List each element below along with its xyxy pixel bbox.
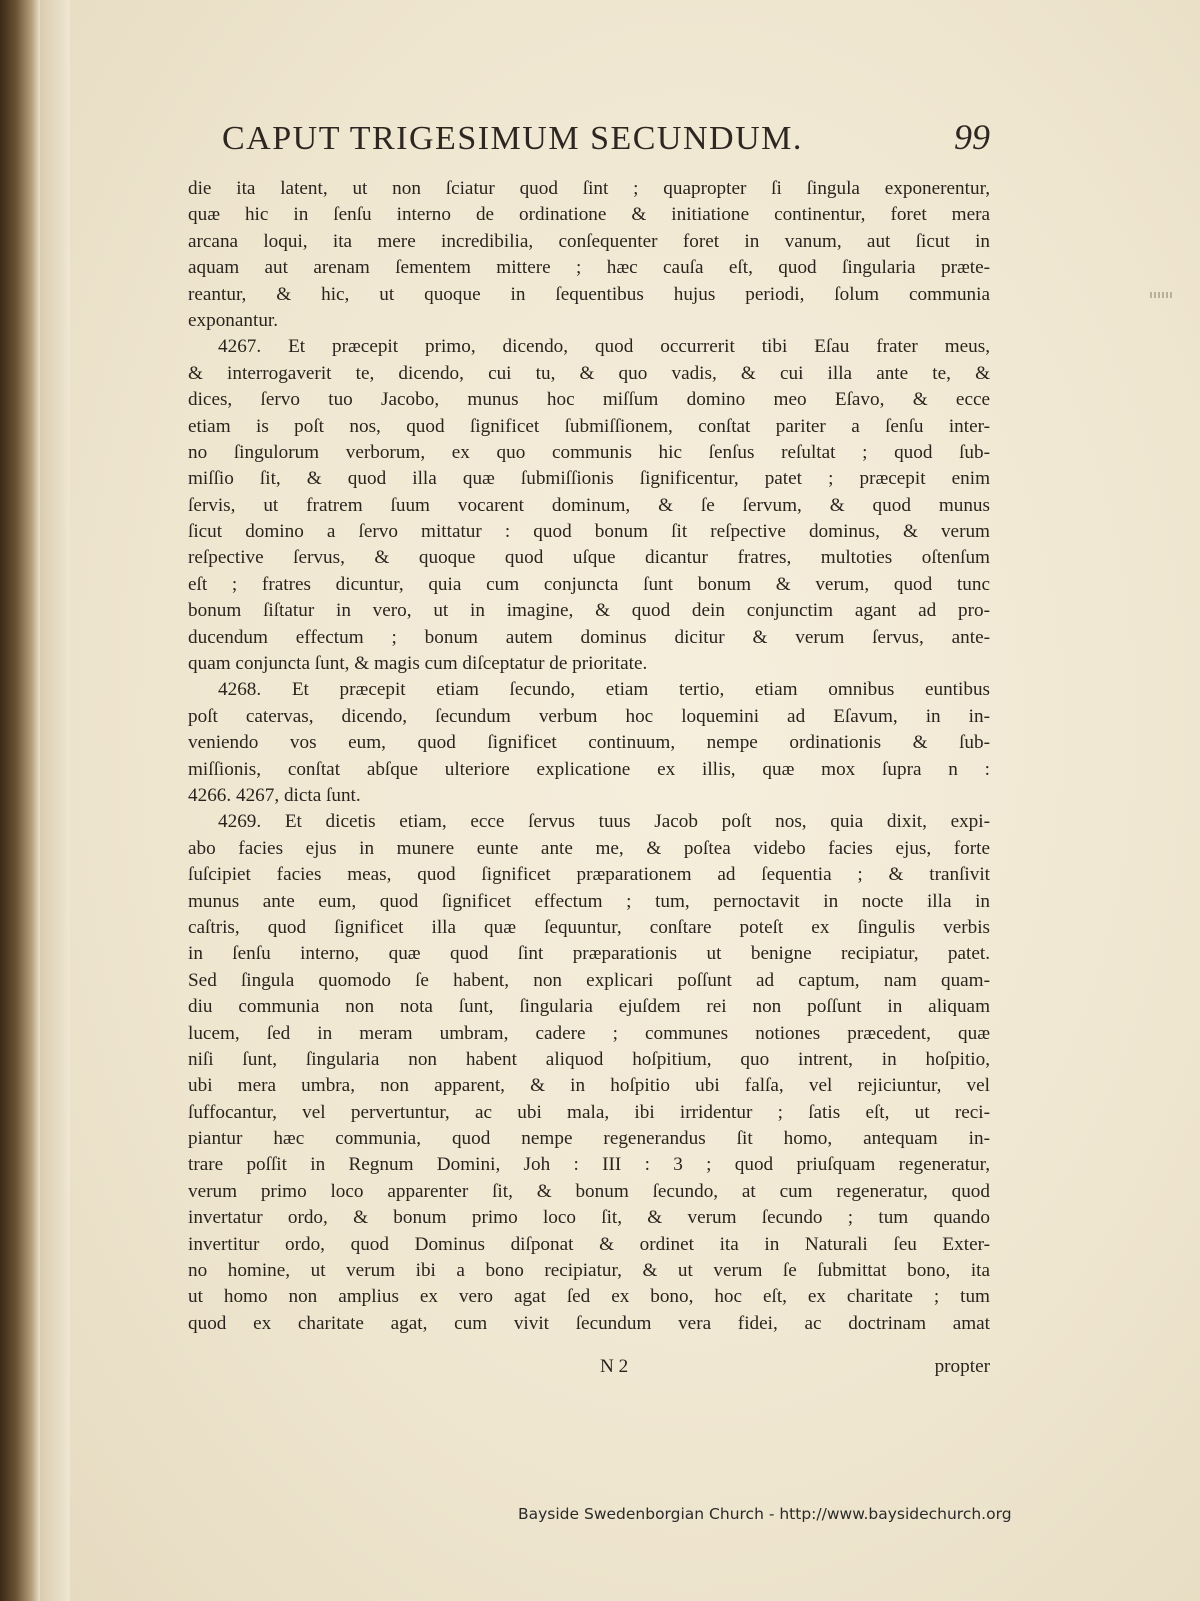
text-line: quæ hic in ſenſu interno de ordinatione & initiatione continentur, foret mera xyxy=(188,204,990,226)
text-line: veniendo vos eum, quod ſignificet continuum, nempe ordinationis & ſub- xyxy=(188,732,990,754)
gutter-edge xyxy=(40,0,70,1601)
text-line: poſt catervas, dicendo, ſecundum verbum hoc loquemini ad Eſavum, in in- xyxy=(188,705,990,727)
text-line: & interrogaverit te, dicendo, cui tu, & quo vadis, & cui illa ante te, & xyxy=(188,362,990,384)
text-line: etiam is poſt nos, quod ſignificet ſubmiſſionem, conſtat pariter a ſenſu inter- xyxy=(188,415,990,437)
text-line: reſpective ſervus, & quoque quod uſque dicantur fratres, multoties oſtenſum xyxy=(188,547,990,569)
text-line: abo facies ejus in munere eunte ante me, & poſtea videbo facies ejus, forte xyxy=(188,837,990,859)
text-line: miſſionis, conſtat abſque ulteriore explicatione ex illis, quæ mox ſupra n : xyxy=(188,758,990,780)
text-line: ut homo non amplius ex vero agat ſed ex bono, hoc eſt, ex charitate ; tum xyxy=(188,1286,990,1308)
body-text xyxy=(188,176,990,1337)
page-header xyxy=(222,116,990,158)
text-line: invertatur ordo, & bonum primo loco ſit, & verum ſecundo ; tum quando xyxy=(188,1207,990,1229)
margin-smudge xyxy=(1150,292,1174,298)
book-spine-shadow xyxy=(0,0,40,1601)
text-line: die ita latent, ut non ſciatur quod ſint ; quapropter ſi ſingula exponerentur, xyxy=(188,178,990,199)
text-line: 4267. Et præcepit primo, dicendo, quod occurrerit tibi Eſau frater meus, xyxy=(218,336,990,358)
text-line: ubi mera umbra, non apparent, & in hoſpitio ubi falſa, vel rejiciuntur, vel xyxy=(188,1075,990,1097)
text-line: diu communia non nota ſunt, ſingularia ejuſdem rei non poſſunt in aliquam xyxy=(188,996,990,1018)
catchword: propter xyxy=(934,1356,990,1377)
text-line: caſtris, quod ſignificet illa quæ ſequuntur, conſtare poteſt ex ſingulis verbis xyxy=(188,916,990,938)
text-line: ducendum effectum ; bonum autem dominus dicitur & verum ſervus, ante- xyxy=(188,626,990,648)
text-line: niſi ſunt, ſingularia non habent aliquod hoſpitium, quo intrent, in hoſpitio, xyxy=(188,1048,990,1070)
text-line: aquam aut arenam ſementem mittere ; hæc cauſa eſt, quod ſingularia præte- xyxy=(188,257,990,279)
text-line: 4269. Et dicetis etiam, ecce ſervus tuus Jacob poſt nos, quia dixit, expi- xyxy=(218,811,990,833)
site-watermark: Bayside Swedenborgian Church - http://www.baysidechurch.org xyxy=(518,1505,1012,1523)
text-line: 4268. Et præcepit etiam ſecundo, etiam tertio, etiam omnibus euntibus xyxy=(218,679,990,701)
text-line: lucem, ſed in meram umbram, cadere ; communes notiones præcedent, quæ xyxy=(188,1022,990,1044)
text-line: ſuſcipiet facies meas, quod ſignificet præparationem ad ſequentia ; & tranſivit xyxy=(188,864,990,886)
text-line: munus ante eum, quod ſignificet effectum ; tum, pernoctavit in nocte illa in xyxy=(188,890,990,912)
text-line: verum primo loco apparenter ſit, & bonum ſecundo, at cum regeneratur, quod xyxy=(188,1180,990,1202)
text-line: reantur, & hic, ut quoque in ſequentibus hujus periodi, ſolum communia xyxy=(188,283,990,305)
text-line: miſſio ſit, & quod illa quæ ſubmiſſionis ſignificentur, patet ; præcepit enim xyxy=(188,468,990,490)
text-line: quod ex charitate agat, cum vivit ſecundum vera fidei, ac doctrinam amat xyxy=(188,1312,990,1334)
text-line: arcana loqui, ita mere incredibilia, conſequenter foret in vanum, aut ſicut in xyxy=(188,230,990,252)
text-line: no ſingulorum verborum, ex quo communis hic ſenſus reſultat ; quod ſub- xyxy=(188,441,990,463)
text-line: invertitur ordo, quod Dominus diſponat & ordinet ita in Naturali ſeu Exter- xyxy=(188,1233,990,1255)
text-line: no homine, ut verum ibi a bono recipiatur, & ut verum ſe ſubmittat bono, ita xyxy=(188,1260,990,1282)
text-line: piantur hæc communia, quod nempe regenerandus ſit homo, antequam in- xyxy=(188,1128,990,1150)
running-title: CAPUT TRIGESIMUM SECUNDUM. xyxy=(222,120,803,157)
text-line: Sed ſingula quomodo ſe habent, non explicari poſſunt ad captum, nam quam- xyxy=(188,969,990,991)
text-line: quam conjuncta ſunt, & magis cum diſceptatur de prioritate. xyxy=(188,653,648,675)
text-line: in ſenſu interno, quæ quod ſint præparationis ut benigne recipiatur, patet. xyxy=(188,943,990,965)
text-line: ſicut domino a ſervo mittatur : quod bonum ſit reſpective dominus, & verum xyxy=(188,521,990,543)
text-line: ſervis, ut fratrem ſuum vocarent dominum, & ſe ſervum, & quod munus xyxy=(188,494,990,516)
text-line: trare poſſit in Regnum Domini, Joh : III : 3 ; quod priuſquam regeneratur, xyxy=(188,1154,990,1176)
text-line: eſt ; fratres dicuntur, quia cum conjuncta ſunt bonum & verum, quod tunc xyxy=(188,573,990,595)
text-line: ſuffocantur, vel pervertuntur, ac ubi mala, ibi irridentur ; ſatis eſt, ut reci- xyxy=(188,1101,990,1123)
text-line: bonum ſiſtatur in vero, ut in imagine, & quod dein conjunctim agant ad pro- xyxy=(188,600,990,622)
text-line: 4266. 4267, dicta ſunt. xyxy=(188,784,361,806)
page-footer xyxy=(188,1356,990,1386)
text-line: dices, ſervo tuo Jacobo, munus hoc miſſum domino meo Eſavo, & ecce xyxy=(188,389,990,411)
text-line: exponantur. xyxy=(188,309,279,331)
page-number: 99 xyxy=(954,117,990,157)
signature-mark: N 2 xyxy=(600,1356,629,1377)
